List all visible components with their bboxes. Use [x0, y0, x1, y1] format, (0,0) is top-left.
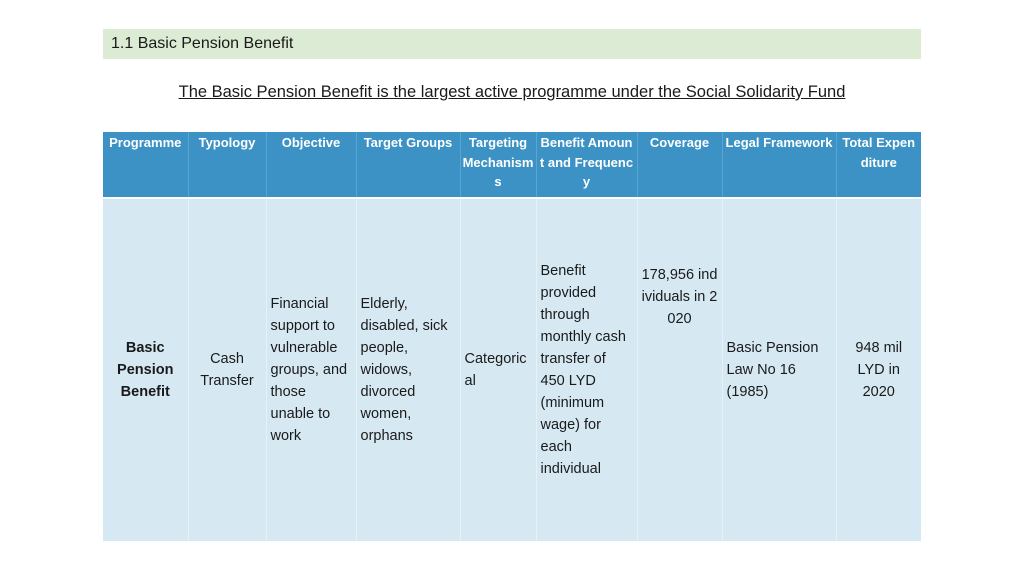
table-row	[103, 198, 921, 541]
header-target-groups: Target Groups	[356, 132, 460, 198]
header-legal-framework: Legal Framework	[722, 132, 836, 198]
cell-coverage: 178,956 individuals in 2020	[637, 198, 722, 541]
cell-programme: Basic Pension Benefit	[103, 198, 188, 541]
cell-total-expenditure: 948 mil LYD in 2020	[836, 198, 921, 541]
cell-targeting-mechanisms: Categorical	[460, 198, 536, 541]
page-subtitle: The Basic Pension Benefit is the largest active programme under the Social Solidarity Fund	[178, 83, 846, 101]
cell-objective: Financial support to vulnerable groups, and those unable to work	[266, 198, 356, 541]
header-objective: Objective	[266, 132, 356, 198]
section-header	[103, 29, 921, 59]
header-targeting-mechanisms: Targeting Mechanisms	[460, 132, 536, 198]
header-programme: Programme	[103, 132, 188, 198]
header-coverage: Coverage	[637, 132, 722, 198]
cell-legal-framework: Basic Pension Law No 16 (1985)	[722, 198, 836, 541]
header-typology: Typology	[188, 132, 266, 198]
header-total-expenditure: Total Expenditure	[836, 132, 921, 198]
cell-typology: Cash Transfer	[188, 198, 266, 541]
cell-benefit-amount: Benefit provided through monthly cash transfer of 450 LYD (minimum wage) for each individual	[536, 198, 637, 541]
section-title: 1.1 Basic Pension Benefit	[111, 35, 294, 52]
header-benefit-amount: Benefit Amount and Frequency	[536, 132, 637, 198]
table-header-row	[103, 132, 921, 198]
programme-table	[103, 132, 921, 541]
cell-target-groups: Elderly, disabled, sick people, widows, divorced women, orphans	[356, 198, 460, 541]
